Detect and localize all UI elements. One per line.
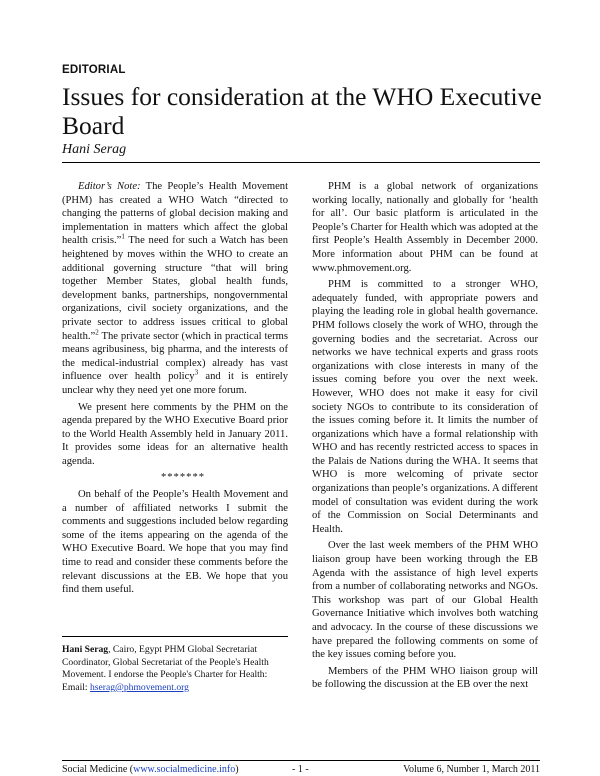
title-rule xyxy=(62,162,540,163)
footer-volume: Volume 6, Number 1, March 2011 xyxy=(403,764,540,775)
author-name: Hani Serag xyxy=(62,142,127,157)
footer-rule xyxy=(62,760,540,761)
bio-name: Hani Serag xyxy=(62,644,109,655)
reference-1[interactable]: 1 xyxy=(121,232,125,241)
footer-journal xyxy=(62,764,239,776)
intro-text-3: The private sector (which in practical terms means agribusiness, big pharma, and the interests of the medical-industrial complex) already has vast influence over health policy xyxy=(62,330,288,383)
footer-journal-close: ) xyxy=(235,764,239,775)
editors-note-paragraph xyxy=(62,180,288,398)
author-bio xyxy=(62,644,288,694)
bio-email-label: Email: xyxy=(62,681,90,693)
agenda-paragraph: We present here comments by the PHM on the agenda prepared by the WHO Executive Board prior to the World Health Assembly held in January 2011. It provides some ideas for an alternative health agenda. xyxy=(62,401,288,467)
submission-paragraph: On behalf of the People’s Health Movement and a number of affiliated networks I submit the comments and suggestions included below regarding some of the items appearing on the agenda of the WHO Executive Board. We hope that you may find time to read and consider these comments before the relevant discussions at the EB. We hope that you find them useful. xyxy=(62,489,288,596)
intro-text-2: The need for such a Watch has been heightened by moves within the WHO to create an additional governing structure “that will bring together Member States, global health funds, development banks, partnerships, nongovernmental organizations, civil society organizations, and the private sector to address issues critical to global health.” xyxy=(62,235,288,342)
section-label: EDITORIAL xyxy=(62,64,126,76)
intro-text-1: The People’s Health Movement (PHM) has created a WHO Watch “directed to changing the patterns of global decision making and implementation in matters which affect the global health crisis.” xyxy=(62,181,289,247)
stronger-who-paragraph: PHM is committed to a stronger WHO, adequately funded, with appropriate powers and playing the leading role in global health governance. PHM follows closely the work of WHO, through the governing bodies and the secretariat. Across our networks we have technical experts and grass roots organizations with close interests in many of the issues coming before you over the next week. However, WHO does not make it easy for civil society NGOs to contribute to its consideration of the issues coming before it. It limits the number of organizations which have a formal relationship with WHO and has recently restricted access to spaces in the Palais de Nations during the WHA. It seems that WHO is more welcoming of private sector organizations than people’s organizations. A different model of consultation was evident during the work of the Commission on Social Determinants and Health. xyxy=(312,279,538,535)
right-column xyxy=(312,180,538,692)
reference-3[interactable]: 3 xyxy=(194,368,199,377)
author-email-link[interactable]: hserag@phmovement.org xyxy=(89,681,189,693)
footer-journal-name: Social Medicine ( xyxy=(62,764,134,775)
editors-note-label: Editor’s Note: xyxy=(78,181,141,192)
intro-text-4: and it is entirely unclear why they need yet one more forum. xyxy=(62,371,289,396)
following-discussion-paragraph: Members of the PHM WHO liaison group will be following the discussion at the EB over the next xyxy=(312,665,538,691)
page-number: - 1 - xyxy=(292,764,309,775)
left-column xyxy=(62,180,288,597)
article-title: Issues for consideration at the WHO Executive Board xyxy=(62,82,542,140)
bio-text: , Cairo, Egypt PHM Global Secretariat Coordinator, Global Secretariat of the People's Health Movement. I endorse the People's Charter for Health: xyxy=(62,644,269,681)
reference-2[interactable]: 2 xyxy=(95,328,99,336)
phm-network-paragraph: PHM is a global network of organizations working locally, nationally and globally for ‘health for all’. Our basic platform is articulated in the People’s Charter for Health which was adopted at the first People’s Health Assembly in December 2000. More information about PHM can be found at www.phmovement.org. xyxy=(312,181,538,274)
section-separator: ******* xyxy=(160,472,206,484)
liaison-group-paragraph: Over the last week members of the PHM WHO liaison group have been working through the EB Agenda with the assistance of high level experts from a number of collaborating networks and NGOs. This workshop was part of our Global Health Governance Initiative which involves both watching and advocacy. In the course of these discussions we have prepared the following comments on some of the key issues coming before you. xyxy=(312,540,538,661)
bio-rule xyxy=(62,636,288,637)
journal-url-link[interactable]: www.socialmedicine.info xyxy=(133,764,236,775)
